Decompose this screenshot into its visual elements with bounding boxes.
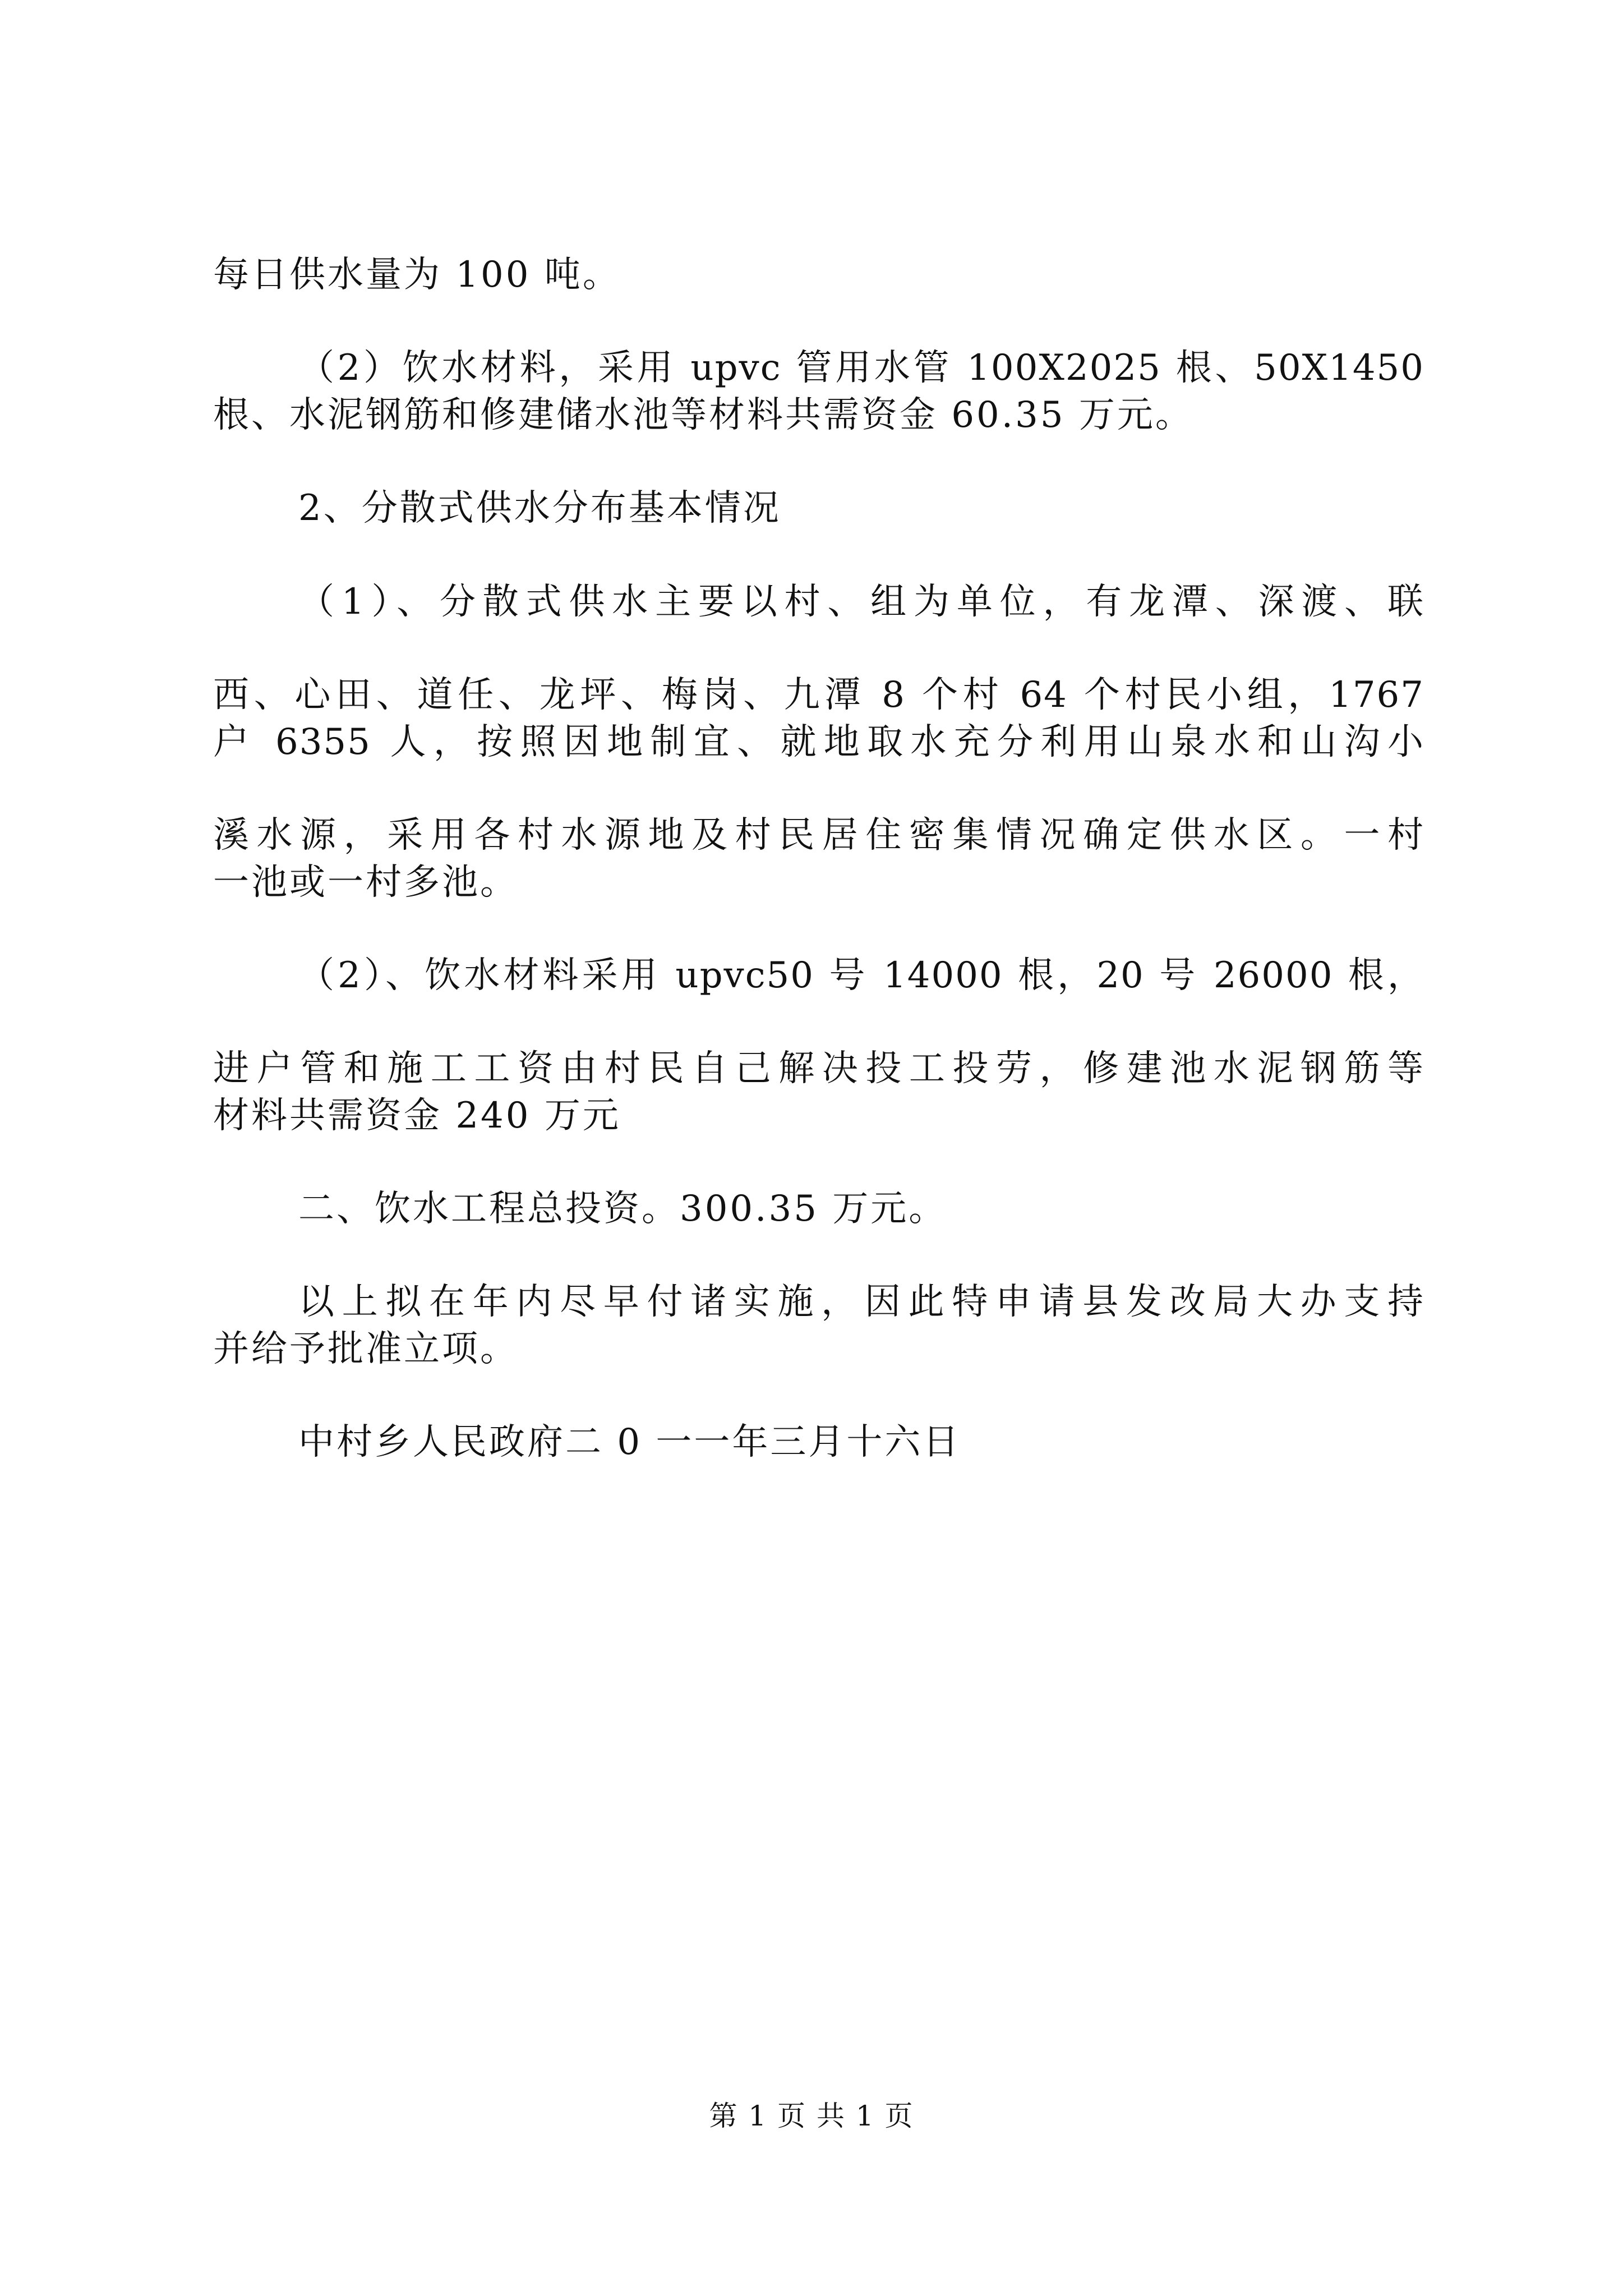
paragraph-line-14: 以上拟在年内尽早付诸实施，因此特申请县发改局大办支持 bbox=[298, 1281, 1424, 1323]
signature-date-line: 中村乡人民政府二 0 一一年三月十六日 bbox=[298, 1421, 961, 1463]
page-footer: 第 1 页 共 1 页 bbox=[709, 2100, 914, 2132]
section-heading-line-4: 2、分散式供水分布基本情况 bbox=[298, 487, 781, 529]
paragraph-line-2: （2）饮水材料，采用 upvc 管用水管 100X2025 根、50X1450 bbox=[298, 347, 1424, 389]
paragraph-line-11: 进户管和施工工资由村民自己解决投工投劳，修建池水泥钢筋等 bbox=[213, 1048, 1424, 1089]
paragraph-line-10: （2）、饮水材料采用 upvc50 号 14000 根，20 号 26000 根， bbox=[298, 955, 1424, 996]
paragraph-line-13: 二、饮水工程总投资。300.35 万元。 bbox=[298, 1188, 947, 1230]
paragraph-line-5: （1）、分散式供水主要以村、组为单位，有龙潭、深渡、联 bbox=[298, 581, 1424, 623]
paragraph-line-7: 户 6355 人，按照因地制宜、就地取水充分利用山泉水和山沟小 bbox=[213, 721, 1424, 763]
paragraph-line-15: 并给予批准立项。 bbox=[213, 1328, 518, 1370]
paragraph-line-9: 一池或一村多池。 bbox=[213, 862, 518, 903]
paragraph-line-12: 材料共需资金 240 万元 bbox=[213, 1095, 621, 1137]
paragraph-line-8: 溪水源，采用各村水源地及村民居住密集情况确定供水区。一村 bbox=[213, 815, 1424, 856]
paragraph-line-6: 西、心田、道任、龙坪、梅岗、九潭 8 个村 64 个村民小组，1767 bbox=[213, 674, 1424, 716]
paragraph-line-1: 每日供水量为 100 吨。 bbox=[213, 254, 621, 296]
paragraph-line-3: 根、水泥钢筋和修建储水池等材料共需资金 60.35 万元。 bbox=[213, 394, 1193, 436]
